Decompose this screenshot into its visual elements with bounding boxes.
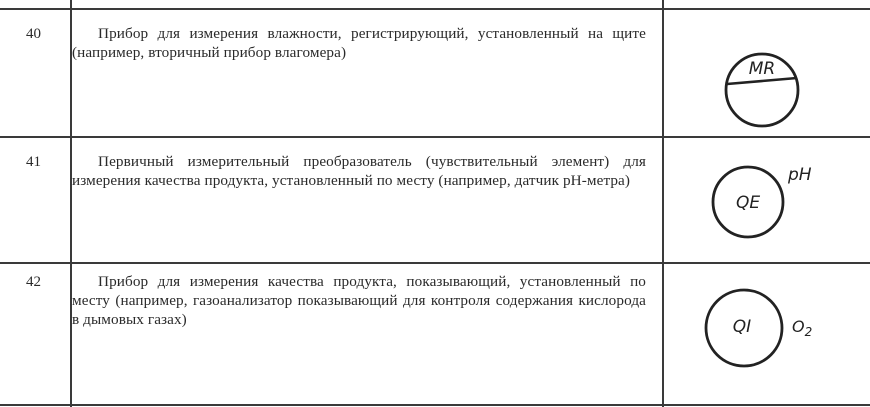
symbol-note: pH (788, 165, 812, 185)
row-divider-bottom (0, 404, 870, 406)
instrument-circle-icon (722, 50, 802, 130)
row-number: 42 (26, 274, 41, 290)
row-number: 41 (26, 154, 41, 170)
symbol-note-main: O (792, 317, 805, 336)
row-description-text: Прибор для измерения качества продукта, показывающий, установленный по месту (например, газоанализатор показывающий для контроля содержания кислорода в дымовых газах) (72, 273, 646, 328)
row-description (72, 272, 646, 329)
symbol-note-sub: 2 (804, 325, 813, 339)
instrument-circle-icon (702, 286, 832, 376)
row-description (72, 24, 646, 62)
row-description-text: Прибор для измерения влажности, регистрирующий, установленный на щите (например, вторичный прибор влагомера) (72, 25, 646, 61)
symbol-label: MR (748, 59, 776, 79)
table-row (0, 264, 870, 404)
symbol-note (792, 317, 812, 339)
symbol-label: QI (732, 317, 752, 337)
table-row (0, 10, 870, 136)
row-description-text: Первичный измерительный преобразователь (чувствительный элемент) для измерения качества продукта, установленный по месту (например, датчик pH-метра) (72, 153, 646, 189)
instrument-symbol-qe (708, 164, 838, 244)
table-row (0, 138, 870, 262)
row-description (72, 152, 646, 190)
instrument-circle-icon (708, 164, 838, 244)
symbol-label: QE (735, 193, 761, 213)
row-number: 40 (26, 26, 41, 42)
instrument-symbol-qi (702, 286, 832, 376)
instrument-symbol-mr (722, 50, 802, 130)
